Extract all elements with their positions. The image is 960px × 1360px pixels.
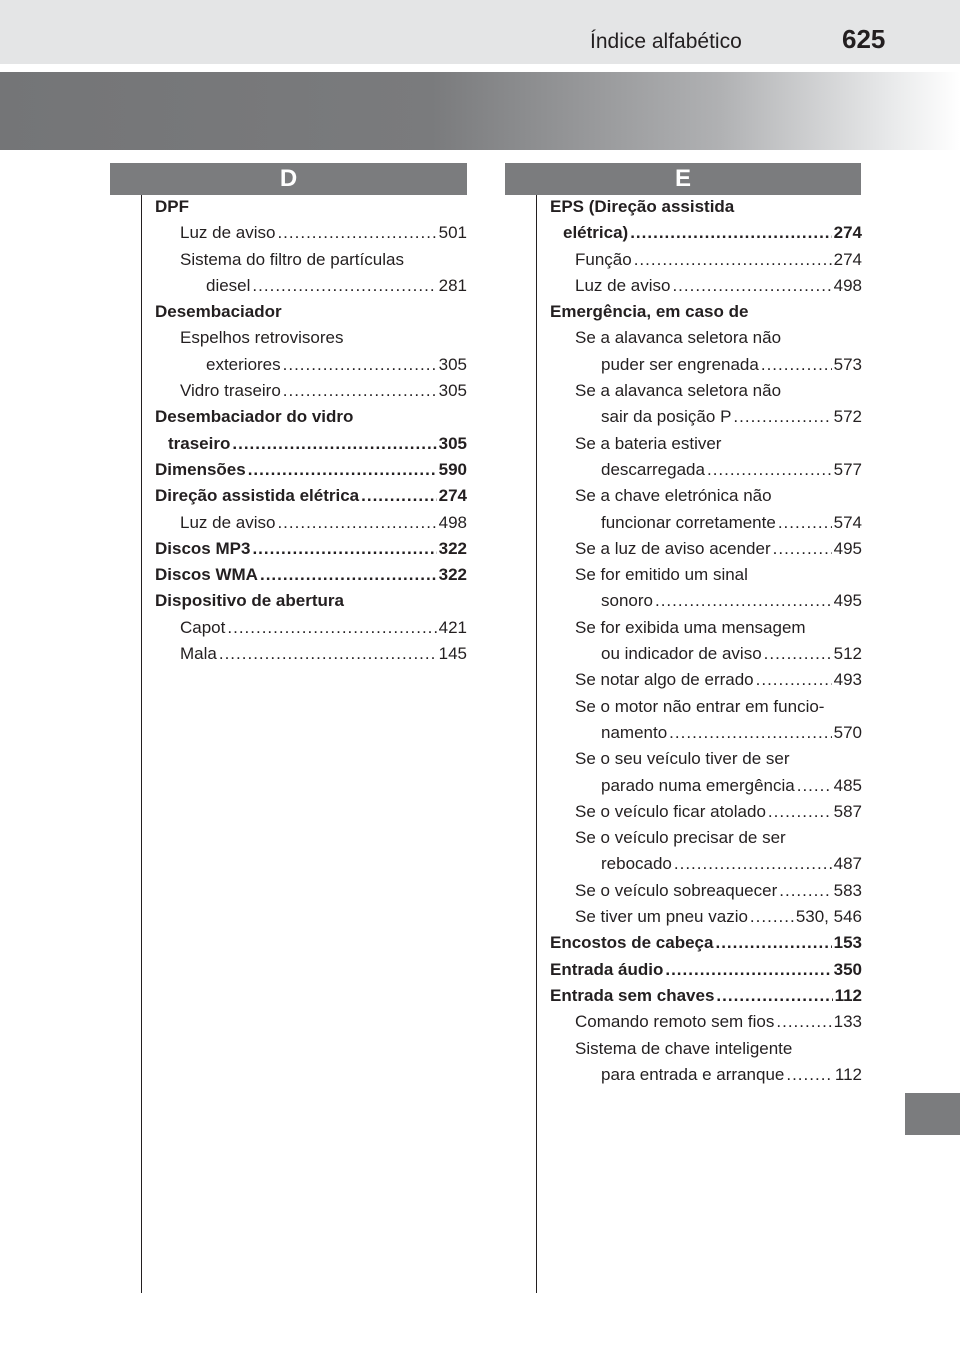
decorative-gradient-band (0, 72, 960, 150)
index-entry-text: Entrada sem chaves (550, 985, 715, 1005)
index-column-e (550, 194, 862, 1088)
index-entry (550, 273, 862, 299)
index-entry-text: Se notar algo de errado (575, 670, 754, 690)
index-entry-page: 573 (833, 354, 862, 374)
index-entry (550, 299, 862, 325)
index-entry-page: 583 (833, 880, 862, 900)
index-entry-page: 530, 546 (795, 907, 862, 927)
index-entry (550, 378, 862, 404)
index-entry-text: Se o seu veículo tiver de ser (575, 749, 790, 769)
index-entry-page: 577 (833, 459, 862, 479)
index-entry (155, 562, 467, 588)
index-entry (550, 325, 862, 351)
index-entry-text: Luz de aviso (575, 275, 671, 295)
dot-leader (655, 588, 832, 614)
index-entry-text: Comando remoto sem fios (575, 1012, 775, 1032)
index-entry (550, 773, 862, 799)
index-entry (550, 247, 862, 273)
index-entry-text: Luz de aviso (180, 512, 276, 532)
index-entry-text: Entrada áudio (550, 959, 664, 979)
dot-leader (630, 220, 831, 246)
index-entry (155, 325, 467, 351)
index-entry-page: 587 (833, 801, 862, 821)
dot-leader (733, 404, 831, 430)
index-entry (550, 352, 862, 378)
index-entry (155, 431, 467, 457)
index-entry (550, 957, 862, 983)
index-entry-page: 495 (833, 538, 862, 558)
dot-leader (756, 667, 832, 693)
index-entry-text: Mala (180, 644, 217, 664)
dot-leader (361, 483, 437, 509)
dot-leader (707, 457, 832, 483)
index-entry-page: 485 (833, 775, 862, 795)
index-entry-text: Se o veículo sobreaquecer (575, 880, 778, 900)
index-entry-page: 274 (438, 486, 467, 506)
dot-leader (277, 510, 436, 536)
index-entry-text: Dispositivo de abertura (155, 591, 344, 611)
index-entry-page: 112 (834, 985, 862, 1005)
index-entry-page: 590 (438, 459, 467, 479)
index-entry (155, 194, 467, 220)
index-entry (550, 536, 862, 562)
index-entry (155, 641, 467, 667)
index-entry-text: sair da posição P (601, 407, 732, 427)
page-title: Índice alfabético (590, 30, 742, 53)
index-entry-page: 495 (833, 591, 862, 611)
page-number: 625 (842, 24, 886, 54)
index-entry-text: parado numa emergência (601, 775, 795, 795)
index-entry (155, 588, 467, 614)
dot-leader (750, 904, 794, 930)
index-entry-text: Sistema do filtro de partículas (180, 249, 404, 269)
index-entry (155, 615, 467, 641)
index-entry (550, 746, 862, 772)
dot-leader (761, 352, 832, 378)
index-entry-text: Se for emitido um sinal (575, 565, 748, 585)
index-entry-page: 133 (833, 1012, 862, 1032)
section-letter-d: D (110, 163, 467, 195)
index-entry (550, 510, 862, 536)
index-entry-text: Encostos de cabeça (550, 933, 714, 953)
index-entry-page: 145 (438, 644, 467, 664)
index-entry-text: Se a chave eletrónica não (575, 486, 772, 506)
index-entry-text: Vidro traseiro (180, 381, 281, 401)
index-entry (155, 299, 467, 325)
dot-leader (283, 352, 437, 378)
index-entry-text: Se a bateria estiver (575, 433, 722, 453)
dot-leader (669, 720, 831, 746)
index-entry-text: Função (575, 249, 632, 269)
index-entry (550, 431, 862, 457)
dot-leader (768, 799, 832, 825)
index-entry-text: Se o veículo precisar de ser (575, 828, 786, 848)
index-column-d (155, 194, 467, 667)
index-entry (550, 694, 862, 720)
index-entry-page: 305 (438, 354, 467, 374)
dot-leader (764, 641, 832, 667)
index-entry-text: Capot (180, 617, 226, 637)
index-entry (155, 483, 467, 509)
index-entry (155, 378, 467, 404)
section-letter-e: E (505, 163, 861, 195)
index-entry-page: 322 (438, 538, 467, 558)
index-entry (550, 904, 862, 930)
index-entry (550, 878, 862, 904)
index-entry-page: 421 (438, 617, 467, 637)
index-entry-text: ou indicador de aviso (601, 644, 762, 664)
index-entry-text: Se o motor não entrar em funcio- (575, 696, 825, 716)
index-entry (550, 930, 862, 956)
index-entry-text: Se o veículo ficar atolado (575, 801, 766, 821)
index-entry-text: Se for exibida uma mensagem (575, 617, 806, 637)
index-entry-page: 501 (438, 223, 467, 243)
index-entry-text: Luz de aviso (180, 223, 276, 243)
index-entry (550, 483, 862, 509)
index-entry (155, 273, 467, 299)
dot-leader (797, 773, 832, 799)
index-entry (155, 457, 467, 483)
index-entry-page: 322 (438, 565, 467, 585)
dot-leader (634, 247, 832, 273)
index-entry-text: descarregada (601, 459, 705, 479)
dot-leader (715, 930, 831, 956)
index-entry-text: exteriores (206, 354, 281, 374)
index-entry-page: 498 (438, 512, 467, 532)
index-entry-page: 274 (833, 223, 862, 243)
index-entry-text: Se a alavanca seletora não (575, 381, 782, 401)
index-entry-page: 305 (438, 433, 467, 453)
chapter-tab (905, 1093, 960, 1135)
dot-leader (219, 641, 437, 667)
index-entry-text: Dimensões (155, 459, 246, 479)
dot-leader (227, 615, 436, 641)
index-entry-page: 112 (834, 1064, 862, 1084)
index-entry-text: elétrica) (563, 223, 629, 243)
dot-leader (773, 536, 832, 562)
dot-leader (672, 273, 831, 299)
dot-leader (252, 273, 436, 299)
index-entry (550, 562, 862, 588)
dot-leader (252, 536, 436, 562)
index-entry-text: Discos MP3 (155, 538, 251, 558)
header-band (0, 0, 960, 64)
dot-leader (665, 957, 831, 983)
index-entry (550, 983, 862, 1009)
index-entry-text: Direção assistida elétrica (155, 486, 360, 506)
index-entry-text: rebocado (601, 854, 672, 874)
index-entry (155, 352, 467, 378)
index-entry-text: funcionar corretamente (601, 512, 776, 532)
index-entry (550, 799, 862, 825)
index-entry (550, 667, 862, 693)
index-entry-text: Desembaciador (155, 302, 282, 322)
dot-leader (674, 851, 832, 877)
index-entry-page: 574 (833, 512, 862, 532)
index-entry (155, 510, 467, 536)
index-entry (155, 536, 467, 562)
index-entry (550, 1036, 862, 1062)
index-entry-text: Se a alavanca seletora não (575, 328, 782, 348)
index-entry (550, 615, 862, 641)
index-entry (550, 1009, 862, 1035)
dot-leader (277, 220, 436, 246)
dot-leader (248, 457, 437, 483)
index-entry-text: Se a luz de aviso acender (575, 538, 771, 558)
index-entry (550, 220, 862, 246)
index-entry-text: Desembaciador do vidro (155, 407, 354, 427)
index-entry-page: 512 (833, 644, 862, 664)
index-entry (550, 851, 862, 877)
index-entry-text: traseiro (168, 433, 231, 453)
index-entry (550, 641, 862, 667)
dot-leader (716, 983, 832, 1009)
column-rule-left (141, 195, 142, 1293)
index-entry (155, 220, 467, 246)
index-entry-page: 572 (833, 407, 862, 427)
index-entry-page: 274 (833, 249, 862, 269)
index-entry-page: 153 (833, 933, 862, 953)
index-entry (550, 825, 862, 851)
index-entry-page: 498 (833, 275, 862, 295)
index-entry-text: puder ser engrenada (601, 354, 759, 374)
index-entry (550, 720, 862, 746)
index-entry-text: Discos WMA (155, 565, 258, 585)
index-entry-page: 305 (438, 381, 467, 401)
index-entry (550, 194, 862, 220)
index-entry (155, 404, 467, 430)
dot-leader (778, 510, 832, 536)
index-entry (550, 404, 862, 430)
index-entry-text: Espelhos retrovisores (180, 328, 344, 348)
index-entry-text: Sistema de chave inteligente (575, 1038, 793, 1058)
index-entry-text: diesel (206, 275, 251, 295)
index-entry-text: para entrada e arranque (601, 1064, 785, 1084)
index-entry-page: 281 (438, 275, 467, 295)
index-entry-text: Se tiver um pneu vazio (575, 907, 748, 927)
dot-leader (283, 378, 437, 404)
index-entry-page: 350 (833, 959, 862, 979)
dot-leader (779, 878, 831, 904)
index-entry-text: EPS (Direção assistida (550, 197, 735, 216)
column-rule-right (536, 195, 537, 1293)
index-entry-text: Emergência, em caso de (550, 302, 749, 322)
dot-leader (776, 1009, 831, 1035)
index-entry-text: DPF (155, 197, 189, 216)
index-entry (155, 247, 467, 273)
index-entry-text: sonoro (601, 591, 653, 611)
index-entry-page: 487 (833, 854, 862, 874)
index-entry-page: 493 (833, 670, 862, 690)
index-entry-page: 570 (833, 722, 862, 742)
index-entry (550, 457, 862, 483)
index-entry (550, 588, 862, 614)
dot-leader (786, 1062, 833, 1088)
dot-leader (260, 562, 437, 588)
index-entry-text: namento (601, 722, 668, 742)
index-entry (550, 1062, 862, 1088)
dot-leader (232, 431, 436, 457)
